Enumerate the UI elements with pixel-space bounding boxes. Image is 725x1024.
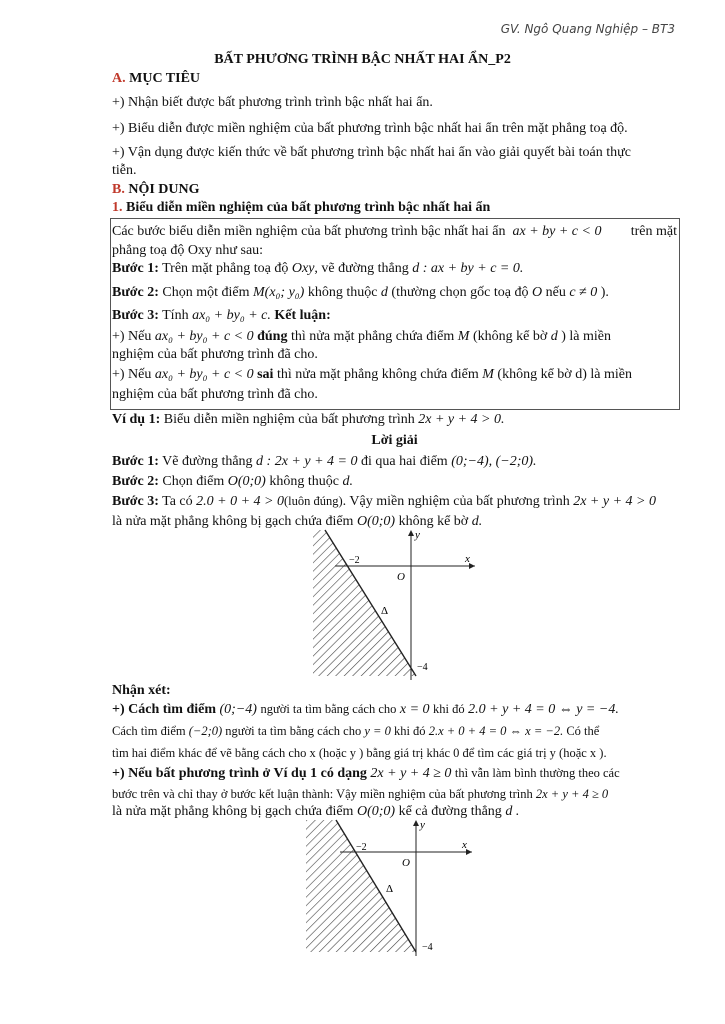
x-label: x — [465, 553, 470, 565]
graph-1 — [305, 528, 485, 684]
box-rule-2: +) Nếu ax₀ + by₀ + c < 0 sai thì nửa mặt phẳng không chứa điểm M (không kể bờ d) là miền — [112, 367, 632, 382]
example-step-3-cont: là nửa mặt phẳng không bị gạch chứa điểm O(0;0) không kể bờ d. — [112, 514, 483, 529]
author-header: GV. Ngô Quang Nghiệp – BT3 — [500, 22, 675, 36]
example-step-3: Bước 3: Ta có 2.0 + 0 + 4 > 0(luôn đúng). Vậy miền nghiệm của bất phương trình 2x + y + 4 > 0 — [112, 494, 656, 509]
example-1: Ví dụ 1: Biểu diễn miền nghiệm của bất phương trình 2x + y + 4 > 0. — [112, 412, 505, 427]
y-label-2: y — [420, 819, 425, 831]
box-intro-2: phẳng toạ độ Oxy như sau: — [112, 243, 264, 258]
line-label-2: Δ — [386, 883, 394, 895]
remark-6: là nửa mặt phẳng không bị gạch chứa điểm O(0;0) kể cả đường thẳng d . — [112, 804, 520, 819]
line-label: Δ — [381, 605, 389, 617]
y-axis-arrow-2 — [413, 820, 419, 826]
subsection-1-heading: 1. Biểu diễn miền nghiệm của bất phương trình bậc nhất hai ẩn — [112, 200, 491, 215]
section-b-heading: B. NỘI DUNG — [112, 182, 200, 197]
remark-2: Cách tìm điểm (−2;0) người ta tìm bằng cách cho y = 0 khi đó 2.x + 0 + 4 = 0 ⇔ x = −2. Có thể — [112, 724, 600, 738]
hatched-region-2 — [306, 820, 416, 952]
remark-5: bước trên và chỉ thay ở bước kết luận thành: Vậy miền nghiệm của bất phương trình 2x + y + 4 ≥ 0 — [112, 787, 609, 801]
box-rule-1: +) Nếu ax₀ + by₀ + c < 0 đúng thì nửa mặt phẳng chứa điểm M (không kể bờ d ) là miền — [112, 329, 611, 344]
x-axis-arrow — [469, 563, 475, 569]
page-title: BẤT PHƯƠNG TRÌNH BẬC NHẤT HAI ẨN_P2 — [214, 52, 511, 67]
box-step-1: Bước 1: Trên mặt phẳng toạ độ Oxy, vẽ đường thẳng d : ax + by + c = 0. — [112, 261, 524, 276]
example-step-1: Bước 1: Vẽ đường thẳng d : 2x + y + 4 = 0 đi qua hai điểm (0;−4), (−2;0). — [112, 454, 537, 469]
box-step-2: Bước 2: Chọn một điểm M(x₀; y₀) không thuộc d (thường chọn gốc toạ độ O nếu c ≠ 0 ). — [112, 285, 609, 300]
y-tick-label: −4 — [417, 662, 428, 673]
objective-2: +) Biểu diễn được miền nghiệm của bất phương trình bậc nhất hai ẩn trên mặt phẳng toạ độ. — [112, 121, 628, 136]
box-rule-2-cont: nghiệm của bất phương trình đã cho. — [112, 387, 318, 402]
origin-label: O — [397, 571, 405, 583]
graph-2 — [300, 818, 480, 958]
objective-1: +) Nhận biết được bất phương trình trình bậc nhất hai ẩn. — [112, 95, 433, 110]
x-label-2: x — [462, 839, 467, 851]
hatched-region — [313, 530, 416, 676]
box-rule-1-cont: nghiệm của bất phương trình đã cho. — [112, 347, 318, 362]
box-step-3: Bước 3: Tính ax₀ + by₀ + c. Kết luận: — [112, 308, 331, 323]
remark-1: +) Cách tìm điểm (0;−4) người ta tìm bằng cách cho x = 0 khi đó 2.0 + y + 4 = 0 ⇔ y = −4. — [112, 702, 619, 717]
objective-3: +) Vận dụng được kiến thức về bất phương trình bậc nhất hai ẩn vào giải quyết bài toán thực — [112, 145, 631, 160]
remark-3: tìm hai điểm khác để vẽ bằng cách cho x (hoặc y ) bằng giá trị khác 0 để tìm các giá trị y (hoặc x ). — [112, 746, 607, 760]
y-tick-label-2: −4 — [422, 942, 433, 953]
x-tick-label: −2 — [349, 555, 360, 566]
origin-label-2: O — [402, 857, 410, 869]
remarks-heading: Nhận xét: — [112, 683, 171, 698]
x-tick-label-2: −2 — [356, 842, 367, 853]
y-label: y — [415, 529, 420, 541]
remark-4: +) Nếu bất phương trình ở Ví dụ 1 có dạng 2x + y + 4 ≥ 0 thì vẫn làm bình thường theo các — [112, 766, 620, 781]
y-axis-arrow — [408, 530, 414, 536]
box-intro: Các bước biểu diễn miền nghiệm của bất phương trình bậc nhất hai ẩn ax + by + c < 0 trên mặt — [112, 224, 677, 239]
example-step-2: Bước 2: Chọn điểm O(0;0) không thuộc d. — [112, 474, 353, 489]
x-axis-arrow-2 — [466, 849, 472, 855]
solution-heading: Lời giải — [371, 433, 418, 448]
section-a-heading: A. MỤC TIÊU — [112, 71, 201, 86]
objective-3-cont: tiễn. — [112, 163, 137, 178]
